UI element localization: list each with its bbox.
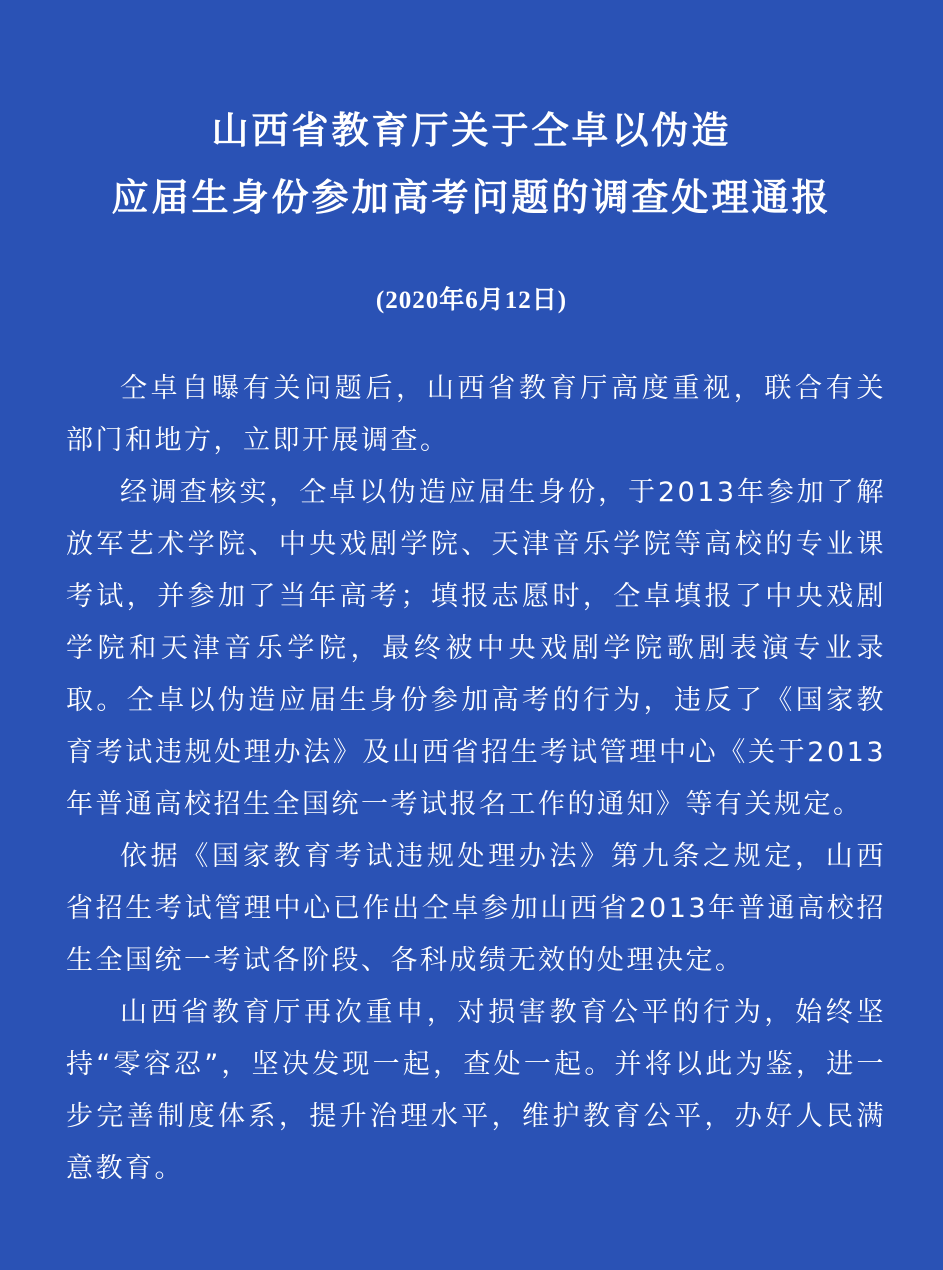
paragraph-1: 仝卓自曝有关问题后，山西省教育厅高度重视，联合有关部门和地方，立即开展调查。 — [66, 373, 886, 456]
paragraph-4: 山西省教育厅再次重申，对损害教育公平的行为，始终坚持“零容忍”，坚决发现一起，查处一起。并将以此为鉴，进一步完善制度体系，提升治理水平，维护教育公平，办好人民满意教育。 — [66, 997, 886, 1184]
publish-date: (2020年6月12日) — [375, 287, 568, 314]
paragraph-2: 经调查核实，仝卓以伪造应届生身份，于2013年参加了解放军艺术学院、中央戏剧学院、天津音乐学院等高校的专业课考试，并参加了当年高考；填报志愿时，仝卓填报了中央戏剧学院和天津音乐学院，最终被中央戏剧学院歌剧表演专业录取。仝卓以伪造应届生身份参加高考的行为，违反了《国家教育考试违规处理办法》及山西省招生考试管理中心《关于2013年普通高校招生全国统一考试报名工作的通知》等有关规定。 — [66, 477, 886, 820]
title-line-1: 山西省教育厅关于仝卓以伪造 — [211, 108, 732, 152]
notice-body — [66, 363, 886, 1195]
paragraph-3: 依据《国家教育考试违规处理办法》第九条之规定，山西省招生考试管理中心已作出仝卓参加山西省2013年普通高校招生全国统一考试各阶段、各科成绩无效的处理决定。 — [66, 841, 886, 976]
title-line-2: 应届生身份参加高考问题的调查处理通报 — [111, 175, 832, 219]
